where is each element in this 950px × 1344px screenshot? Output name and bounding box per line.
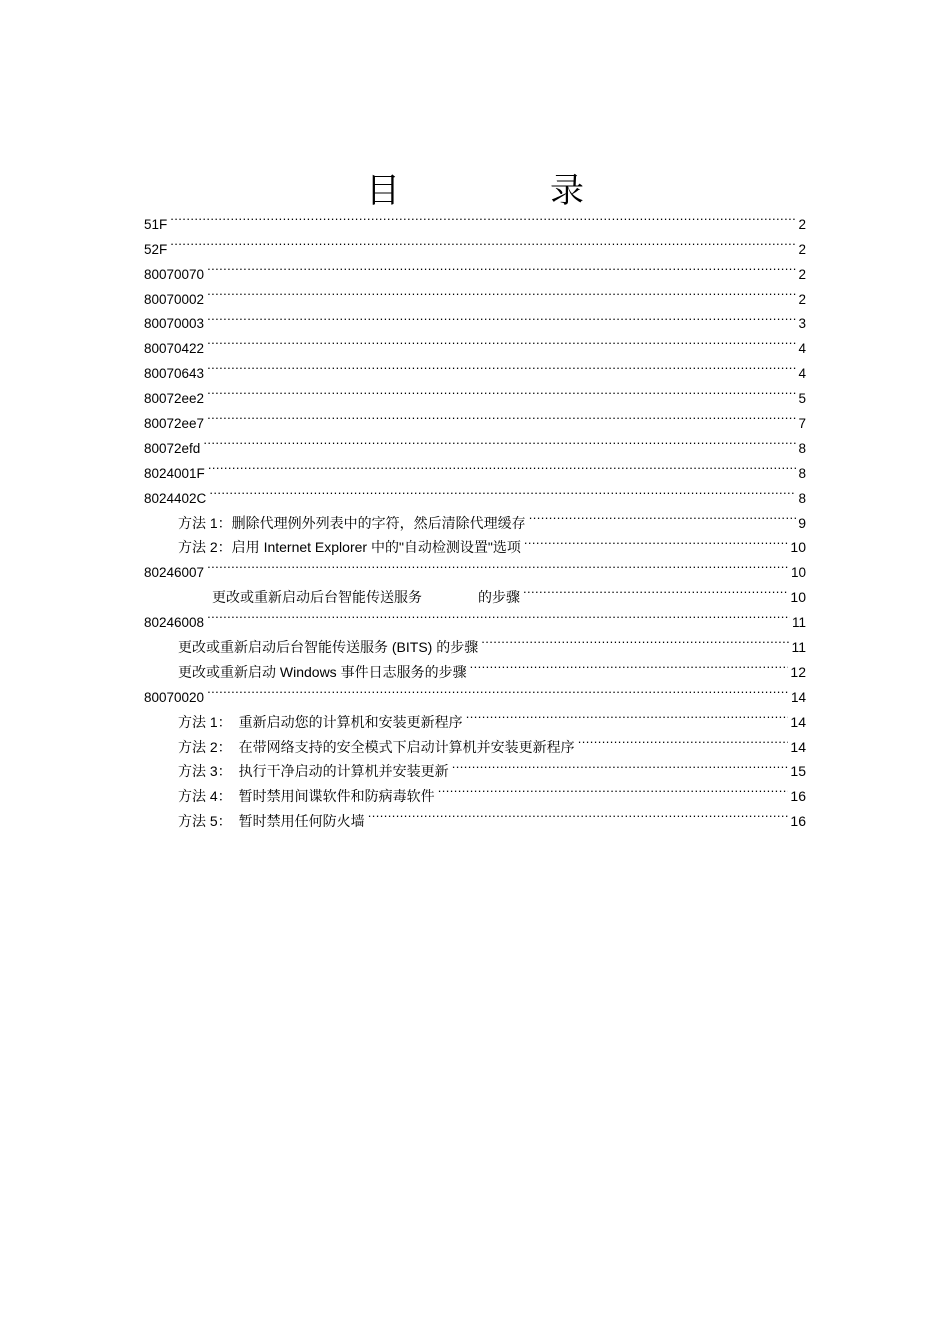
- toc-dot-leader: [523, 577, 788, 602]
- toc-entry[interactable]: [144, 353, 806, 382]
- toc-dot-leader: [524, 528, 789, 553]
- toc-dot-leader: [207, 378, 796, 403]
- toc-entry-label: 8024001F: [144, 465, 205, 481]
- toc-entry-page-number: 2: [798, 266, 806, 282]
- toc-entry-page-number: 3: [798, 316, 806, 332]
- toc-entry-page-number: 8: [798, 465, 806, 481]
- toc-entry-label: 80070003: [144, 316, 205, 332]
- toc-dot-leader: [170, 204, 796, 229]
- toc-entry[interactable]: [144, 478, 806, 506]
- toc-entry-page-number: 2: [798, 216, 806, 232]
- toc-entry[interactable]: [144, 627, 806, 656]
- toc-dot-leader: [368, 801, 789, 826]
- toc-dot-leader: [209, 478, 796, 503]
- toc-dot-leader: [529, 503, 797, 528]
- toc-dot-leader: [207, 279, 796, 304]
- toc-entry-page-number: 12: [790, 663, 806, 680]
- toc-dot-leader: [207, 328, 796, 353]
- toc-entry-page-number: 4: [798, 366, 806, 382]
- toc-entry-page-number: 15: [790, 763, 806, 780]
- toc-entry[interactable]: [144, 378, 806, 407]
- toc-entry-label: 80070002: [144, 291, 205, 307]
- toc-dot-leader: [207, 602, 790, 627]
- toc-entry[interactable]: [144, 254, 806, 282]
- toc-entry-page-number: 14: [790, 738, 806, 755]
- toc-entry-label: 8024402C: [144, 490, 207, 506]
- toc-entry-label: 方法 4： 暂时禁用间谍软件和防病毒软件: [178, 788, 435, 805]
- toc-dot-leader: [481, 627, 789, 652]
- toc-entry[interactable]: [144, 328, 806, 357]
- toc-list: [144, 204, 806, 830]
- toc-dot-leader: [578, 727, 789, 752]
- toc-title-char: 目: [366, 170, 400, 211]
- toc-entry-label: 80072ee2: [144, 391, 205, 407]
- toc-entry-page-number: 2: [798, 241, 806, 257]
- toc-entry[interactable]: [144, 453, 806, 481]
- toc-dot-leader: [170, 229, 796, 254]
- toc-entry[interactable]: [144, 304, 806, 332]
- toc-entry-page-number: 16: [790, 788, 806, 805]
- toc-entry[interactable]: [144, 503, 806, 531]
- toc-entry-page-number: 10: [790, 565, 806, 581]
- toc-entry[interactable]: [144, 577, 806, 606]
- toc-entry-page-number: 2: [798, 291, 806, 307]
- toc-entry[interactable]: [144, 279, 806, 307]
- toc-title-char: 录: [550, 170, 584, 211]
- toc-dot-leader: [466, 702, 789, 727]
- toc-dot-leader: [207, 304, 796, 329]
- toc-entry-page-number: 16: [790, 813, 806, 830]
- toc-entry-label: 方法 1： 重新启动您的计算机和安装更新程序: [178, 713, 463, 730]
- toc-entry-page-number: 14: [790, 713, 806, 730]
- toc-entry[interactable]: [144, 204, 806, 232]
- toc-entry[interactable]: [144, 677, 806, 705]
- toc-entry-label: 方法 2：启用 Internet Explorer 中的"自动检测设置"选项: [178, 539, 521, 556]
- toc-entry[interactable]: [144, 552, 806, 581]
- toc-entry-page-number: 9: [798, 514, 806, 531]
- toc-dot-leader: [438, 776, 789, 801]
- toc-entry-page-number: 8: [798, 490, 806, 506]
- toc-dot-leader: [207, 353, 796, 378]
- toc-dot-leader: [207, 552, 789, 577]
- toc-entry-label: 80246007: [144, 565, 205, 581]
- toc-entry[interactable]: [144, 229, 806, 257]
- toc-dot-leader: [452, 752, 789, 777]
- toc-entry-label: 80072efd: [144, 440, 201, 456]
- toc-dot-leader: [207, 254, 796, 279]
- toc-entry-label: 方法 5： 暂时禁用任何防火墙: [178, 813, 365, 830]
- toc-entry-page-number: 7: [798, 416, 806, 432]
- toc-entry-page-number: 5: [798, 391, 806, 407]
- toc-entry-label: 方法 1：删除代理例外列表中的字符，然后清除代理缓存: [178, 514, 526, 531]
- toc-entry-page-number: 14: [790, 689, 806, 705]
- toc-entry-label: 方法 2： 在带网络支持的安全模式下启动计算机并安装更新程序: [178, 738, 575, 755]
- toc-entry[interactable]: [144, 602, 806, 631]
- toc-entry-page-number: 11: [791, 639, 806, 656]
- toc-entry-label: 52F: [144, 241, 168, 257]
- toc-entry-page-number: 10: [790, 539, 806, 556]
- toc-entry-label: 51F: [144, 216, 168, 232]
- toc-entry-label: 80070070: [144, 266, 205, 282]
- toc-dot-leader: [207, 403, 796, 428]
- toc-entry-label: 80070020: [144, 689, 205, 705]
- toc-dot-leader: [207, 677, 789, 702]
- toc-entry[interactable]: [144, 428, 806, 456]
- toc-entry[interactable]: [144, 702, 806, 730]
- toc-entry-label: 更改或重新启动后台智能传送服务 (BITS) 的步骤: [178, 639, 479, 656]
- toc-dot-leader: [470, 652, 789, 677]
- toc-entry-label: 更改或重新启动后台智能传送服务 的步骤: [212, 589, 520, 606]
- toc-entry-page-number: 4: [798, 341, 806, 357]
- toc-dot-leader: [208, 453, 797, 478]
- toc-entry[interactable]: [144, 403, 806, 432]
- toc-entry-label: 80070643: [144, 366, 205, 382]
- toc-entry-page-number: 11: [791, 615, 806, 631]
- toc-entry-page-number: 8: [798, 440, 806, 456]
- toc-entry-label: 方法 3： 执行干净启动的计算机并安装更新: [178, 763, 449, 780]
- toc-dot-leader: [203, 428, 796, 453]
- toc-entry-page-number: 10: [790, 589, 806, 606]
- toc-entry-label: 80246008: [144, 615, 205, 631]
- toc-entry-label: 更改或重新启动 Windows 事件日志服务的步骤: [178, 663, 467, 680]
- toc-entry-label: 80072ee7: [144, 416, 205, 432]
- toc-entry-label: 80070422: [144, 341, 205, 357]
